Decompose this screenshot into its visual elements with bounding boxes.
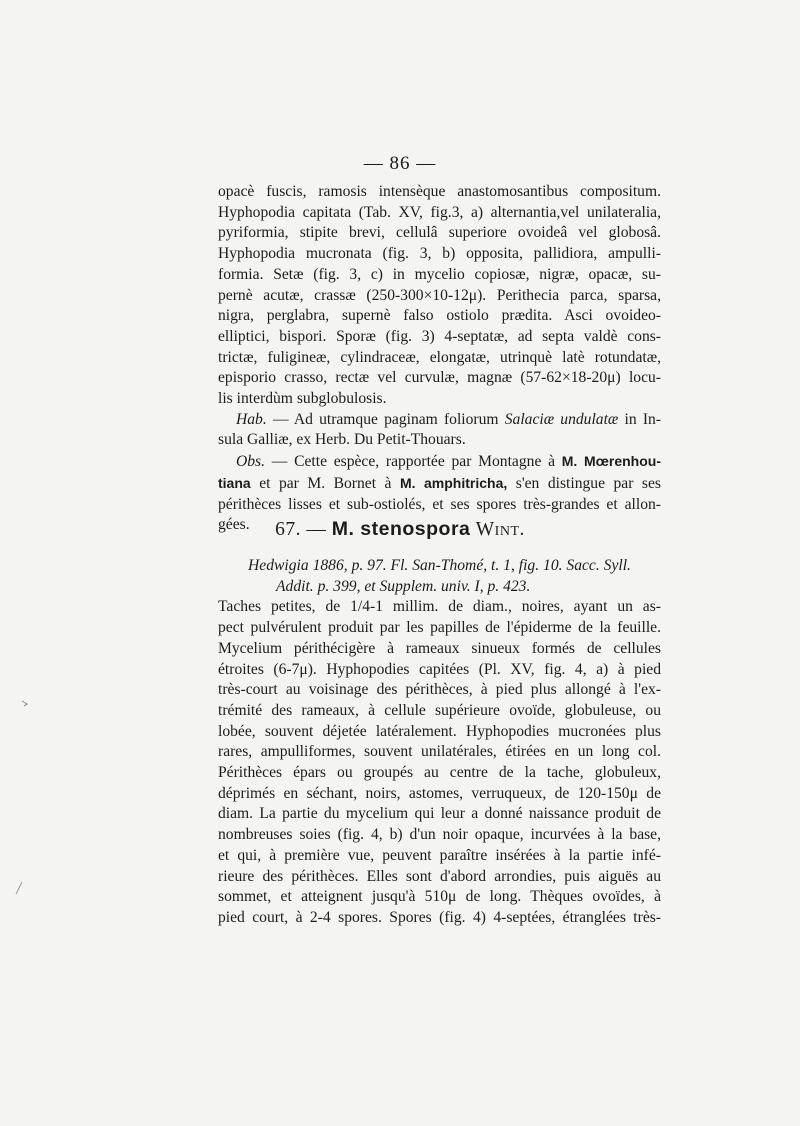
page-number: — 86 — bbox=[363, 153, 437, 174]
text-line: très-court au voisinage des périthèces, à pied plus allongé à l'ex- bbox=[218, 681, 661, 699]
text-line: opacè fuscis, ramosis intensèque anastomosantibus compositum. bbox=[218, 183, 661, 200]
text-line: formia. Setæ (fig. 3, c) in mycelio copiosæ, nigræ, opacæ, su- bbox=[218, 265, 661, 283]
text-line: étroites (6-7μ). Hyphopodies capitées (Pl. XV, fig. 4, a) à pied bbox=[218, 660, 661, 678]
species-ref: M. Mœrenhou- bbox=[561, 453, 661, 470]
text-line: lis interdùm subglobulosis. bbox=[218, 390, 387, 408]
text-line: Hyphopodia mucronata (fig. 3, b) opposita, pallidiora, ampulli- bbox=[218, 245, 661, 263]
scan-speck-mark bbox=[20, 698, 30, 708]
text-line: pied court, à 2-4 spores. Spores (fig. 4) 4-septées, étranglées très- bbox=[218, 908, 661, 926]
text-line: gées. bbox=[218, 516, 250, 534]
species-ref: M. amphitricha, bbox=[399, 474, 508, 491]
reference-line: Hedwigia 1886, p. 97. Fl. San-Thomé, t. 1, fig. 10. Sacc. Syll. bbox=[248, 557, 631, 574]
species-heading bbox=[0, 518, 800, 541]
text-line: et qui, à première vue, peuvent paraître insérées à la partie infé- bbox=[218, 846, 661, 864]
reference-line: Addit. p. 399, et Supplem. univ. I, p. 423. bbox=[276, 577, 531, 595]
description-french bbox=[218, 556, 661, 929]
text-line: trémité des rameaux, à cellule supérieure ovoïde, globuleuse, ou bbox=[218, 701, 661, 719]
species-author: Wint. bbox=[475, 519, 525, 540]
text-line: lobée, souvent déjetée latéralement. Hyphopodies mucronées plus bbox=[218, 722, 661, 740]
obs-text: — Cette espèce, rapportée par Montagne à bbox=[271, 453, 556, 471]
text-line: Taches petites, de 1/4-1 millim. de diam., noires, ayant un as- bbox=[218, 598, 661, 616]
hab-text: — Ad utramque paginam foliorum bbox=[272, 410, 499, 428]
text-line: elliptici, bispori. Sporæ (fig. 3) 4-septatæ, ad septa valdè cons- bbox=[218, 327, 661, 345]
text-line: périthèces lisses et sub-ostiolés, et ses spores très-grandes et allon- bbox=[218, 495, 661, 513]
description-latin bbox=[218, 182, 661, 536]
hab-text-end: in In- bbox=[624, 410, 661, 428]
text-line: trictæ, fuligineæ, cylindraceæ, elongatæ, utrinquè latè rotundatæ, bbox=[218, 348, 661, 366]
text-line: Mycelium périthécigère à rameaux sinueux formés de cellules bbox=[218, 639, 661, 657]
text-line: pect pulvérulent produit par les papilles de l'épiderme de la feuille. bbox=[218, 619, 661, 637]
text-line: nombreuses soies (fig. 4, b) d'un noir opaque, incurvées à la base, bbox=[218, 826, 661, 844]
text-line: pyriformia, stipite brevi, cellulâ superiore ovoideâ vel globosâ. bbox=[218, 224, 661, 242]
text-line: nigra, perglabra, supernè falso ostiolo prædita. Asci ovoideo- bbox=[218, 307, 661, 325]
text-line: rieure des périthèces. Elles sont d'abord arrondies, puis aiguës au bbox=[218, 867, 661, 885]
text-line: episporio crasso, rectæ vel curvulæ, magnæ (57-62×18-20μ) locu- bbox=[218, 369, 661, 387]
host-species: Salaciæ undulatæ bbox=[504, 410, 619, 428]
heading-dash: — bbox=[306, 519, 327, 540]
obs-label: Obs. bbox=[236, 453, 266, 471]
observation-line bbox=[218, 473, 661, 495]
text-line: rares, ampulliformes, souvent unilatérales, étirées en un long col. bbox=[218, 743, 661, 761]
species-number: 67. bbox=[275, 519, 301, 540]
hab-label: Hab. bbox=[236, 410, 267, 428]
text-line: diam. La partie du mycelium qui leur a donné naissance produit de bbox=[218, 805, 661, 823]
species-name: M. stenospora bbox=[331, 518, 471, 540]
text-line: Hyphopodia capitata (Tab. XV, fig.3, a) alternantia,vel unilateralia, bbox=[218, 203, 661, 221]
text-line: sommet, et atteignent jusqu'à 510μ de long. Thèques ovoïdes, à bbox=[218, 888, 661, 906]
text-line: Périthèces épars ou groupés au centre de la tache, globuleux, bbox=[218, 764, 661, 782]
obs-text: s'en distingue par ses bbox=[515, 474, 661, 492]
habitat-line bbox=[218, 410, 661, 431]
species-ref-cont: tiana bbox=[218, 474, 251, 491]
observation-line bbox=[218, 451, 661, 473]
text-line: sula Galliæ, ex Herb. Du Petit-Thouars. bbox=[218, 431, 466, 449]
obs-text: et par M. Bornet à bbox=[259, 474, 392, 492]
text-line: déprimés en séchant, noirs, astomes, verruqueux, de 120-150μ de bbox=[218, 784, 661, 802]
scan-stroke-mark bbox=[14, 880, 24, 896]
text-line: pernè acutæ, crassæ (250-300×10-12μ). Perithecia parca, sparsa, bbox=[218, 286, 661, 304]
